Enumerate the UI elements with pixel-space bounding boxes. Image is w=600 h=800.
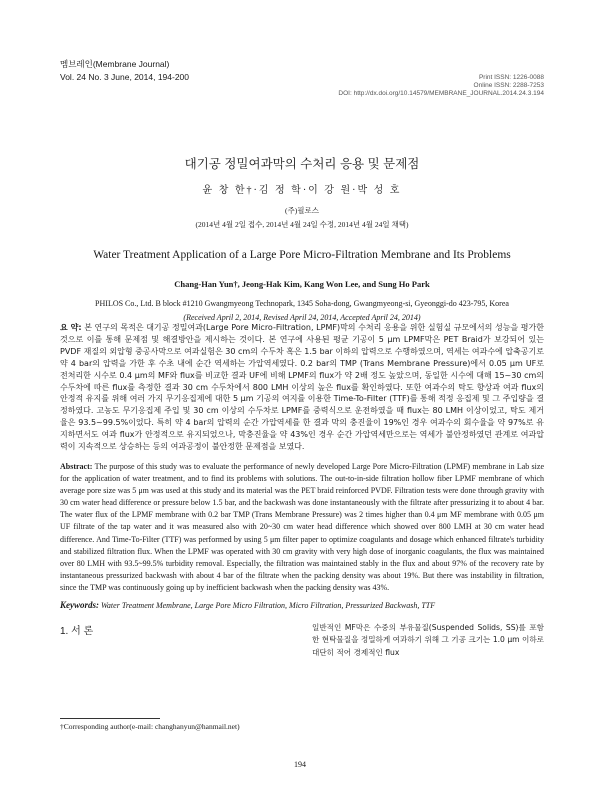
authors-english: Chang-Han Yun†, Jeong-Hak Kim, Kang Won Lee, and Sung Ho Park — [174, 279, 430, 289]
affiliation-english: PHILOS Co., Ltd. B block #1210 Gwangmyeong Technopark, 1345 Soha-dong, Gwangmyeong-si, Gyeonggi-do 423-795, Korea — [95, 299, 509, 308]
intro-paragraph: 일반적인 MF막은 수중의 부유물질(Suspended Solids, SS)를 포함한 현탁물질을 정밀하게 여과하기 위해 그 기공 크기는 1.0 μm 이하로 대단히 적어 경제적인 flux — [312, 623, 544, 657]
keywords — [60, 600, 544, 610]
page-number: 194 — [294, 760, 306, 769]
title-english: Water Treatment Application of a Large Pore Micro-Filtration Membrane and Its Problems — [93, 249, 511, 261]
affiliation-korean: (주)필로스 — [285, 206, 319, 215]
abstract-korean-label: 요 약: — [60, 323, 82, 332]
footnote: †Corresponding author(e-mail: changhanyun@hanmail.net) — [60, 722, 240, 731]
dates-korean: (2014년 4월 2일 접수, 2014년 4월 24일 수정, 2014년 4월 24일 채택) — [195, 220, 409, 229]
keywords-text: Water Treatment Membrane, Large Pore Micro Filtration, Micro Filtration, Pressurized Backwash, TTF — [101, 601, 436, 610]
abstract-english-text: The purpose of this study was to evaluate the performance of newly developed Large Pore Micro-Filtration (LPMF) membrane in Lab size for the application of water treatment, and to find its problems with solutions. The out-to-in-side filtration hollow fiber LPMF membrane of which average pore size was 5 μm was used at this study and its material was the PET braid reinforced PVDF. Filtration tests were done through gravity with 30 cm water head difference or pressure below 1.5 bar, and the backwash was done instantaneously with the filtrate after pressurizing it to about 4 bar. The water flux of the LPMF membrane with 0.2 bar TMP (Trans Membrane Pressure) was 2 times higher than 0.4 μm MF membrane with 0.05 μm UF filtrate of the tap water and it was measured also with 20~30 cm water head difference which showed over 800 LMH at 30 cm water head difference. And Time-To-Filter (TTF) was performed by using 5 μm filter paper to optimize coagulants and dosage which enhanced filtrate's turbidity and stabilized filtration flux. When the LPMF was operated with 30 cm gravity with very high dose of inorganic coagulants, the flux was maintained over 80 LMH with 93.5~99.5% turbidity removal. Especially, the filtration was maintained stably in the flux and about 97% of the recovery rate by instantaneous pressurized backwash with about 4 bar of the filtrate when the packing density was about 19%. But there was instability in filtration, since the TMP was continuously going up by inefficient backwash when the packing density was 43%. — [60, 462, 544, 592]
title-korean: 대기공 정밀여과막의 수처리 응용 및 문제점 — [184, 157, 420, 171]
journal-name: 멤브레인(Membrane Journal) — [60, 59, 170, 69]
print-issn: Print ISSN: 1226-0088 — [478, 74, 544, 81]
abstract-korean — [60, 322, 544, 453]
abstract-korean-text: 본 연구의 목적은 대기공 정밀여과(Large Pore Micro-Filtration, LPMF)막의 수처리 응용을 위한 실험실 규모에서의 성능을 평가한 것으로 이를 통해 문제점 및 해결방안을 제시하는 것이다. 본 연구에 사용된 평균 기공이 5 μm LPMF막은 PET Braid가 보강되어 있는 PVDF 재질의 외압형 중공사막으로 여과실험은 30 cm의 수두차 혹은 1.5 bar 이하의 압력으로 수행하였으며, 역세는 여과수에 압축공기로 약 4 bar의 압력을 가한 후 수초 내에 순간 역세하는 가압역세였다. 0.2 bar의 TMP (Trans Membrane Pressure)에서 0.05 μm UF로 전처리한 시수로 0.4 μm의 MF와 flux를 비교한 결과 UF에 비해 LPMF의 flux가 약 2배 정도 높았으며, 동일한 시수에 대해 15~30 cm의 수두차에 따른 flux를 측정한 결과 30 cm 수두차에서 800 LMH 이상의 높은 flux를 확인하였다. 또한 여과수의 탁도 향상과 여과 flux의 안정적 유지를 위해 여러 가지 무기응집제에 대한 5 μm 기공의 여지를 이용한 Time-To-Filter (TTF)를 통해 적정 응집제 및 그 주입량을 결정하였다. 고농도 무기응집제 주입 및 30 cm 이상의 수두차로 LPMF를 중력식으로 운전하였을 때 flux는 80 LMH 이상이었고, 탁도 제거율은 93.5~99.5%이었다. 특히 약 4 bar의 압력의 순간 가압역세를 한 결과 막의 충진율이 19%인 경우 여과수의 회수율을 약 97%로 유지하면서도 여과 flux가 안정적으로 유지되었으나, 막충진율을 약 43%인 경우 순간 가압역세만으로는 역세가 불안정하였던 관계로 여과압력이 지속적으로 상승하는 등의 여과공정이 불안정한 문제점을 보였다. — [60, 323, 544, 452]
doi-link[interactable]: DOI: http://dx.doi.org/10.14579/MEMBRANE_JOURNAL.2014.24.3.194 — [338, 90, 544, 97]
authors-korean: 윤 창 한†·김 정 학·이 강 원·박 성 호 — [202, 185, 402, 196]
footnote-divider — [60, 718, 160, 719]
abstract-english — [60, 461, 544, 594]
dates-english: (Received April 2, 2014, Revised April 24, 2014, Accepted April 24, 2014) — [183, 313, 421, 322]
abstract-english-label: Abstract: — [60, 462, 93, 471]
keywords-label: Keywords: — [60, 600, 99, 610]
online-issn: Online ISSN: 2288-7253 — [473, 82, 544, 89]
journal-issue: Vol. 24 No. 3 June, 2014, 194-200 — [60, 72, 190, 82]
section-heading: 1. 서 론 — [60, 626, 94, 637]
